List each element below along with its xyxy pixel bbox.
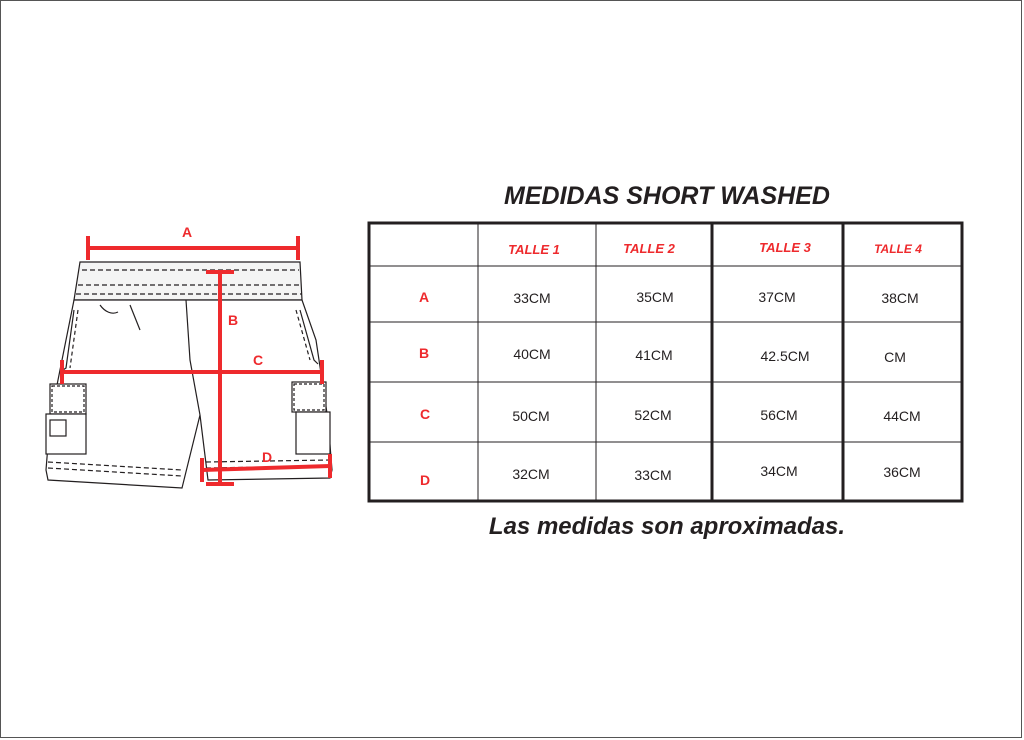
table-row-label-b: B — [418, 345, 430, 361]
dim-label-d: D — [262, 449, 273, 465]
dim-label-b: B — [228, 312, 239, 328]
dim-label-c: C — [253, 352, 264, 368]
table-row-label-c: C — [419, 406, 431, 422]
table-cell: 33CM — [513, 290, 551, 306]
page-title: MEDIDAS SHORT WASHED — [504, 182, 830, 210]
table-row-label-a: A — [418, 289, 430, 305]
table-cell: 35CM — [636, 289, 674, 305]
table-header-talle-4: TALLE 4 — [874, 242, 922, 256]
table-cell: 33CM — [634, 467, 672, 483]
shorts-outline — [46, 262, 332, 488]
table-cell: 52CM — [634, 407, 672, 423]
table-cell: CM — [884, 349, 906, 365]
table-cell: 36CM — [883, 464, 921, 480]
table-cell: 44CM — [883, 408, 921, 424]
table-header-talle-2: TALLE 2 — [623, 241, 675, 256]
table-row-label-d: D — [419, 472, 431, 488]
table-cell: 38CM — [881, 290, 919, 306]
table-cell: 41CM — [635, 347, 673, 363]
table-cell: 32CM — [512, 466, 550, 482]
table-cell: 37CM — [758, 289, 796, 305]
dim-label-a: A — [182, 224, 193, 240]
table-header-talle-3: TALLE 3 — [759, 240, 811, 255]
footnote: Las medidas son aproximadas. — [488, 513, 846, 540]
table-header-talle-1: TALLE 1 — [508, 242, 560, 257]
table-cell: 56CM — [760, 407, 798, 423]
table-cell: 42.5CM — [760, 348, 810, 364]
table-cell: 50CM — [512, 408, 550, 424]
table-cell: 40CM — [513, 346, 551, 362]
table-cell: 34CM — [760, 463, 798, 479]
